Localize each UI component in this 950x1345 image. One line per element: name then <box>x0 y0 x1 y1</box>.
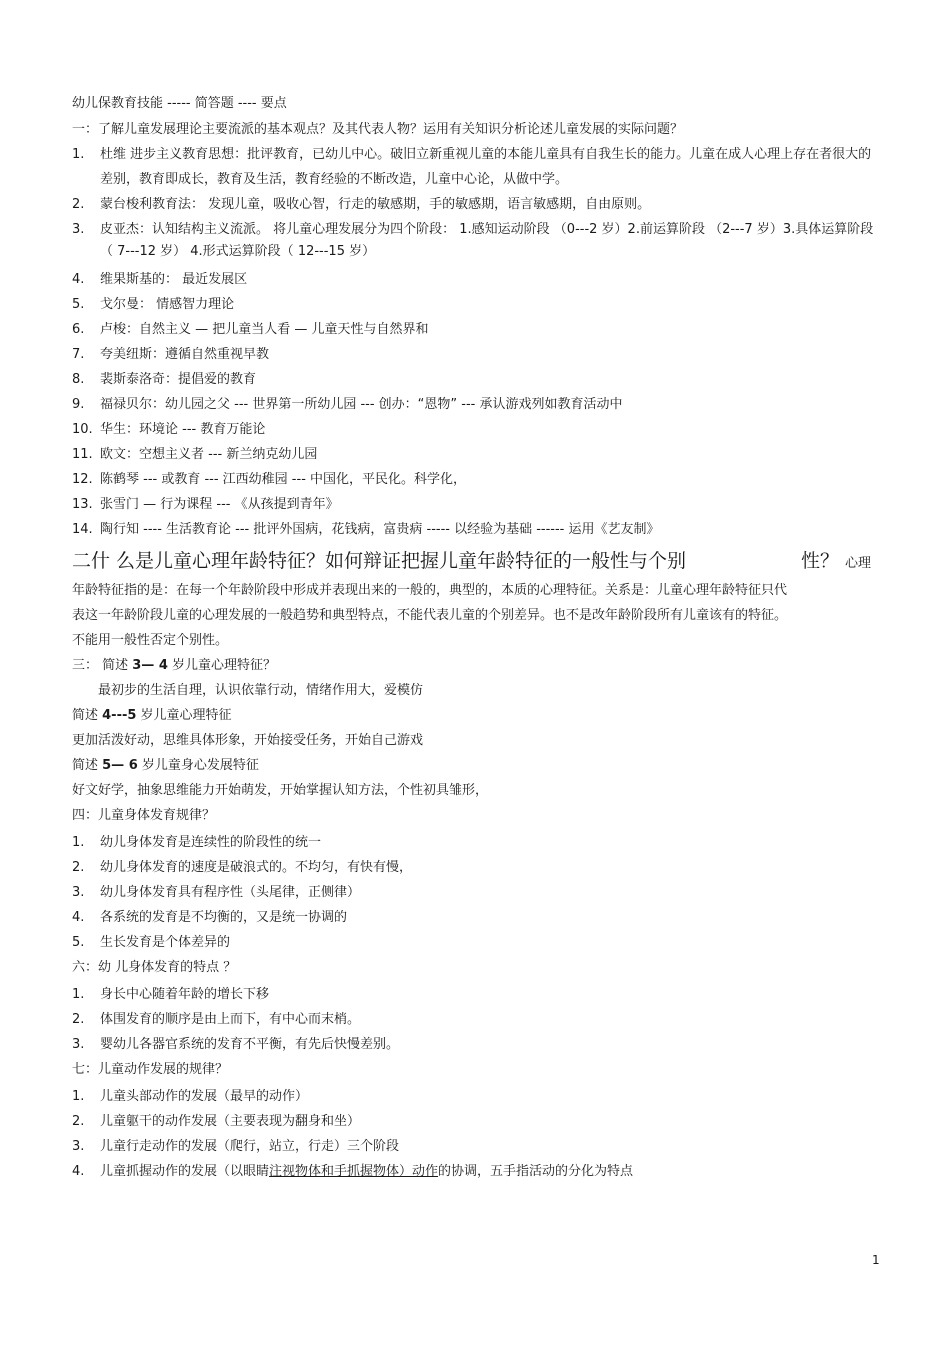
list-item: 1. 身长中心随着年龄的增长下移 <box>72 987 270 1002</box>
underlined-phrase: 注视物体和手抓握物体）动作 <box>269 1164 439 1179</box>
q3-heading: 三： 简述 3— 4 岁儿童心理特征？ <box>72 658 277 673</box>
q3-sub1-answer: 更加活泼好动，思维具体形象，开始接受任务，开始自己游戏 <box>72 733 424 748</box>
list-item: 14. 陶行知 ---- 生活教育论 --- 批评外国病，花钱病，富贵病 ----- 以经验为基础 ------ 运用《艺友制》 <box>72 522 660 537</box>
q3-sub2-answer: 好文好学，抽象思维能力开始萌发，开始掌握认知方法，个性初具雏形， <box>72 783 489 798</box>
page-number: 1 <box>872 1253 880 1267</box>
list-item: 11. 欧文：空想主义者 --- 新兰纳克幼儿园 <box>72 447 318 462</box>
list-item: 7. 夸美纽斯：遵循自然重视早教 <box>72 347 270 362</box>
list-item: 2. 儿童躯干的动作发展（主要表现为翻身和坐） <box>72 1114 361 1129</box>
q3-sub2-heading: 简述 5— 6 岁儿童身心发展特征 <box>72 758 259 773</box>
q4-heading: 四：儿童身体发育规律？ <box>72 808 216 823</box>
list-item: 3. 幼儿身体发育具有程序性（头尾律，正侧律） <box>72 885 361 900</box>
list-item: 2. 蒙台梭利教育法： 发现儿童，吸收心智，行走的敏感期，手的敏感期，语言敏感期，自由原则。 <box>72 197 651 212</box>
list-item: 12. 陈鹤琴 --- 或教育 --- 江西幼稚园 --- 中国化，平民化。科学化， <box>72 472 467 487</box>
q3-answer: 最初步的生活自理，认识依靠行动，情绪作用大，爱模仿 <box>98 683 424 698</box>
list-item: 8. 裴斯泰洛奇：提倡爱的教育 <box>72 372 257 387</box>
list-item: 9. 福禄贝尔：幼儿园之父 --- 世界第一所幼儿园 --- 创办：“恩物” --- 承认游戏列如教育活动中 <box>72 397 623 412</box>
list-item: 3. 儿童行走动作的发展（爬行，站立，行走）三个阶段 <box>72 1139 400 1154</box>
q7-list <box>72 1084 882 1184</box>
list-item: 4. 儿童抓握动作的发展（以眼睛注视物体和手抓握物体）动作的协调，五手指活动的分化为特点 <box>72 1164 634 1179</box>
q1-heading: 一：了解儿童发展理论主要流派的基本观点？及其代表人物？运用有关知识分析论述儿童发展的实际问题？ <box>72 122 684 137</box>
list-item: 1. 幼儿身体发育是连续性的阶段性的统一 <box>72 835 322 850</box>
list-item: 5. 戈尔曼： 情感智力理论 <box>72 297 235 312</box>
list-item: 2. 体围发育的顺序是由上而下，有中心而末梢。 <box>72 1012 361 1027</box>
list-item: 10. 华生：环境论 --- 教育万能论 <box>72 422 266 437</box>
list-item: 2. 幼儿身体发育的速度是破浪式的。不均匀，有快有慢， <box>72 860 413 875</box>
list-item: 4. 各系统的发育是不均衡的，又是统一协调的 <box>72 910 348 925</box>
q2-paragraph: 年龄特征指的是：在每一个年龄阶段中形成并表现出来的一般的，典型的，本质的心理特征。关系是：儿童心理年龄特征只代表这一年龄阶段儿童的心理发展的一般趋势和典型特点，不能代表儿童的个别差异。也不是改年龄阶段所有儿童该有的特征。不能用一般性否定个别性。 <box>72 583 788 648</box>
list-item: 6. 卢梭：自然主义 — 把儿童当人看 — 儿童天性与自然界和 <box>72 322 429 337</box>
q3-sub1-heading: 简述 4---5 岁儿童心理特征 <box>72 708 232 723</box>
list-item: 5. 生长发育是个体差异的 <box>72 935 231 950</box>
q6-list <box>72 982 882 1057</box>
list-item: 13. 张雪门 — 行为课程 --- 《从孩提到青年》 <box>72 497 339 512</box>
q2-heading-tail-small: 心理 <box>845 556 872 571</box>
q7-heading: 七：儿童动作发展的规律？ <box>72 1062 229 1077</box>
list-item: 1. 儿童头部动作的发展（最早的动作） <box>72 1089 309 1104</box>
document-page <box>72 94 882 1184</box>
q1-list <box>72 142 882 542</box>
list-item: 4. 维果斯基的： 最近发展区 <box>72 272 248 287</box>
list-item: 3. 皮亚杰：认知结构主义流派。 将儿童心理发展分为四个阶段： 1.感知运动阶段 （0---2 岁）2.前运算阶段 （2---7 岁）3.具体运算阶段（ 7---12 岁） 4.形式运算阶段（ 12---15 岁） <box>72 222 874 259</box>
q2-heading: 二什 么是儿童心理年龄特征？如何辩证把握儿童年龄特征的一般性与个别 性？ 心理 <box>72 546 882 576</box>
document-title: 幼儿保教育技能 ----- 简答题 ---- 要点 <box>72 96 287 111</box>
list-item: 1. 杜维 进步主义教育思想：批评教育，已幼儿中心。破旧立新重视儿童的本能儿童具有自我生长的能力。儿童在成人心理上存在者很大的差别，教育即成长，教育及生活，教育经验的不断改造，儿童中心论，从做中学。 <box>72 147 872 187</box>
q4-list <box>72 830 882 955</box>
q6-heading: 六：幼 儿身体发育的特点 ？ <box>72 960 237 975</box>
list-item: 3. 婴幼儿各器官系统的发育不平衡，有先后快慢差别。 <box>72 1037 400 1052</box>
q2-heading-tail: 性？ <box>801 550 840 572</box>
